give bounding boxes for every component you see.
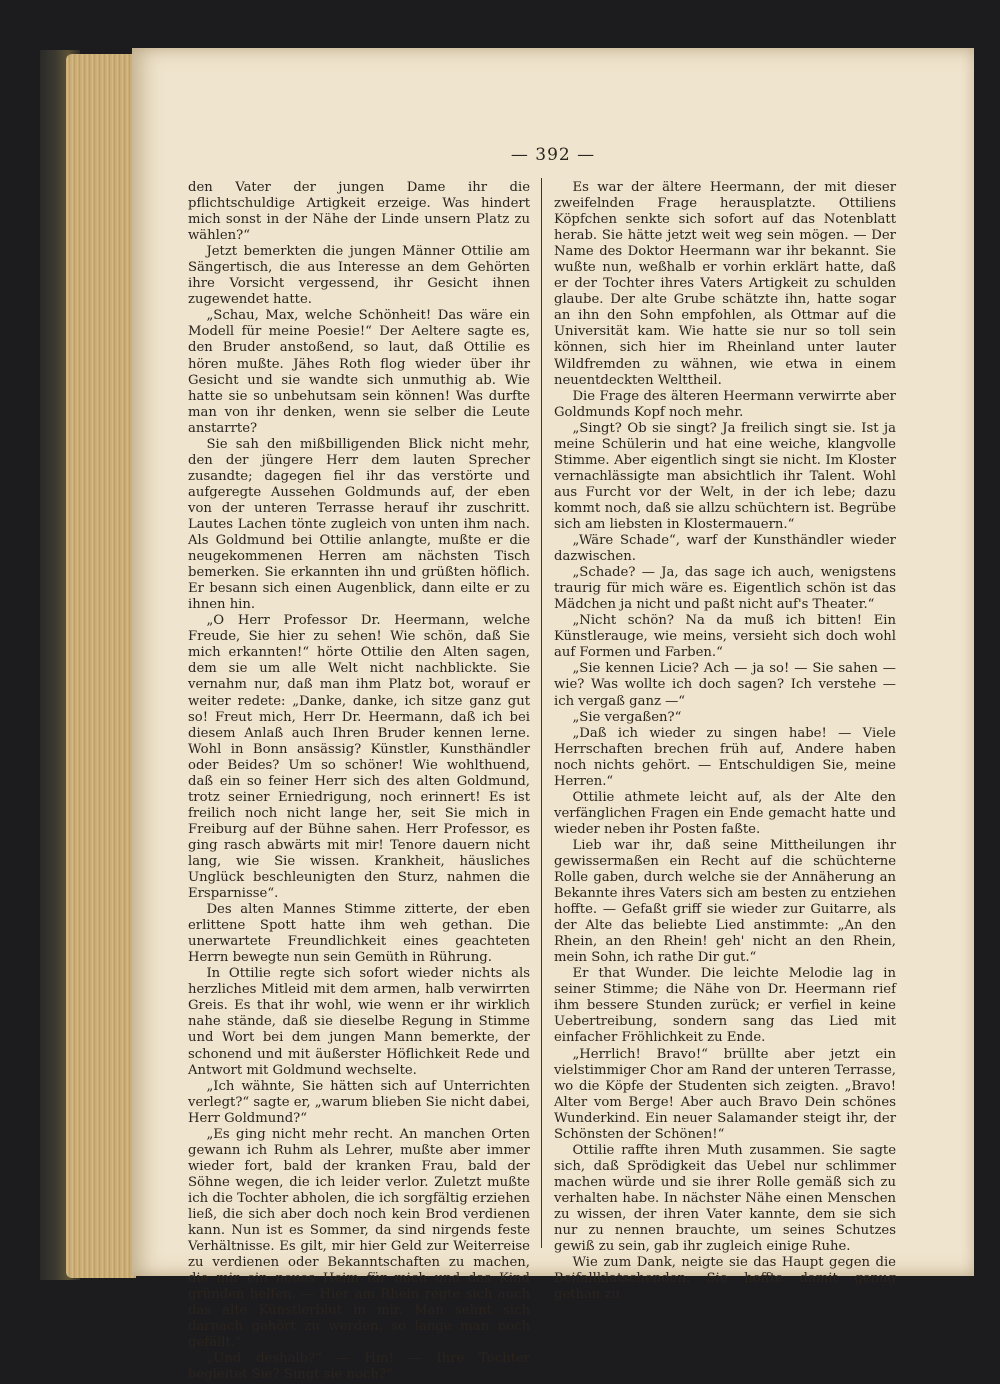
paragraph: Sie sah den mißbilligenden Blick nicht mehr, den der jüngere Herr dem lauten Sprecher zusandte; dagegen fiel ihr das verstörte und aufgeregte Aussehen Goldmunds auf, der eben von der unteren Terrasse herauf ihr zuschritt. Lautes Lachen tönte zugleich von unten ihm nach. Als Goldmund bei Ottilie anlangte, mußte er die neugekommenen Herren am nächsten Tisch bemerken. Sie erkannten ihn und grüßten höflich. Er besann sich einen Augenblick, dann eilte er zu ihnen hin. [188,436,530,613]
paragraph: „Herrlich! Bravo!“ brüllte aber jetzt ein vielstimmiger Chor am Rand der unteren Terrasse, wo die Köpfe der Studenten sich zeigten. „Bravo! Alter vom Berge! Aber auch Bravo Dein schönes Wunderkind. Ein neuer Salamander steigt ihr, der Schönsten der Schönen!“ [554,1046,896,1142]
paragraph: „O Herr Professor Dr. Heermann, welche Freude, Sie hier zu sehen! Wie schön, daß Sie mich erkannten!“ hörte Ottilie den Alten sagen, dem sie um alle Welt nicht nachblickte. Sie vernahm nur, daß man ihm Platz bot, worauf er weiter redete: „Danke, danke, ich sitze ganz gut so! Freut mich, Herr Dr. Heermann, daß ich bei diesem Anlaß auch Ihren Bruder kennen lerne. Wohl in Bonn ansässig? Künstler, Kunsthändler oder Beides? Um so schöner! Wie wohlthuend, daß ein so feiner Herr sich des alten Goldmund, trotz seiner Erniedrigung, noch erinnert! Es ist freilich noch nicht lange her, seit Sie mich in Freiburg auf der Bühne sahen. Herr Professor, es ging rasch abwärts mit mir! Tenore dauern nicht lang, wie Sie wissen. Krankheit, häusliches Unglück beschleunigten den Sturz, nahmen die Ersparnisse“. [188,613,530,902]
paragraph: „Schau, Max, welche Schönheit! Das wäre ein Modell für meine Poesie!“ Der Aeltere sagte es, den Bruder anstoßend, so laut, daß Ottilie es hören mußte. Jähes Roth flog wieder über ihr Gesicht und sie wandte sich unmuthig ab. Wie hatte sie so unbehutsam sein können! Was durfte man von ihr denken, wenn sie selber die Leute anstarrte? [188,308,530,436]
paragraph: „Und deshalb?“ — Hm! — Ihre Tochter begleitet Sie? Singt sie noch?“ [188,1351,530,1383]
paragraph: Ottilie athmete leicht auf, als der Alte den verfänglichen Fragen ein Ende gemacht hatte und wieder neben ihr Posten faßte. [554,789,896,837]
book-page [132,48,974,1383]
paragraph: „Es ging nicht mehr recht. An manchen Orten gewann ich Ruhm als Lehrer, mußte aber immer wieder fort, bald der kranken Frau, bald der Söhne wegen, die ich leider verlor. Zuletzt mußte ich die Tochter abholen, die ich sorgfältig erziehen ließ, die sich aber doch noch kein Brod verdienen kann. Nun ist es Sommer, da sind nirgends feste Verhältnisse. Es gilt, mir hier Geld zur Weiterreise zu verdienen oder Bekanntschaften zu machen, die mir ein neues Heim für mich und das Kind gründen helfen. — Hier am Rhein regte sich auch das alte Künstlerblut in mir. Man sehnt sich darnach gehört zu werden, so lange man noch gefällt.“ [188,1126,530,1351]
paragraph: „Nicht schön? Na da muß ich bitten! Ein Künstlerauge, wie meins, versieht sich doch wohl auf Formen und Farben.“ [554,613,896,661]
right-column [554,180,896,1303]
left-column [188,180,530,1384]
paragraph: „Sie vergaßen?“ [572,709,682,725]
paragraph: „Sie kennen Licie? Ach — ja so! — Sie sahen — wie? Was wollte ich doch sagen? Ich verstehe — ich vergaß ganz —“ [554,661,896,709]
paragraph: Es war der ältere Heermann, der mit dieser zweifelnden Frage herausplatzte. Ottiliens Köpfchen senkte sich sofort auf das Notenblatt herab. Sie hätte jetzt weit weg sein mögen. — Der Name des Doktor Heermann war ihr bekannt. Sie wußte nun, weßhalb er vorhin erklärt hatte, daß er der Tochter ihres Vaters Artigkeit zu schulden glaube. Der alte Grube schätzte ihn, hatte sogar an ihn den Sohn empfohlen, als Ottmar auf die Universität kam. Wie hatte sie nur so toll sein können, sich hier im Rheinland unter lauter Wildfremden zu wähnen, wie etwa in einem neuentdeckten Welttheil. [554,180,896,388]
paragraph: „Ich wähnte, Sie hätten sich auf Unterrichten verlegt?“ sagte er, „warum blieben Sie nicht dabei, Herr Goldmund?“ [188,1078,530,1126]
paragraph: Jetzt bemerkten die jungen Männer Ottilie am Sängertisch, die aus Interesse an dem Gehörten ihre Vorsicht vergessend, ihr Gesicht ihnen zugewendet hatte. [188,244,530,308]
paragraph: „Schade? — Ja, das sage ich auch, wenigstens traurig für mich wäre es. Eigentlich schön ist das Mädchen ja nicht und paßt nicht auf's Theater.“ [554,565,896,613]
page-edges [66,54,136,1278]
paragraph: In Ottilie regte sich sofort wieder nichts als herzliches Mitleid mit dem armen, halb verwirrten Greis. Es that ihr wohl, wie wenn er ihr wirklich nahe stände, daß sie dieselbe Regung in Stimme und Wort bei dem jungen Mann bemerkte, der schonend und mit äußerster Höflichkeit Rede und Antwort mit Goldmund wechselte. [188,966,530,1078]
paragraph: Er that Wunder. Die leichte Melodie lag in seiner Stimme; die Nähe von Dr. Heermann rief ihm bessere Stunden zurück; er verfiel in keine Uebertreibung, sondern sang das Lied mit einfacher Fröhlichkeit zu Ende. [554,966,896,1046]
paragraph: Lieb war ihr, daß seine Mittheilungen ihr gewissermaßen ein Recht auf die schüchterne Rolle gaben, durch welche sie der Annäherung an Bekannte ihres Vaters sich am besten zu entziehen hoffte. — Gefaßt griff sie wieder zur Guitarre, als der Alte das beliebte Lied anstimmte: „An den Rhein, an den Rhein! geh' nicht an den Rhein, mein Sohn, ich rathe Dir gut.“ [554,837,896,966]
paragraph: Ottilie raffte ihren Muth zusammen. Sie sagte sich, daß Sprödigkeit das Uebel nur schlimmer machen würde und sie ihrer Rolle gemäß sich zu verhalten habe. In nächster Nähe einen Menschen zu wissen, der ihren Vater kannte, dem sie sich nur zu nennen brauchte, um seines Schutzes gewiß zu sein, gab ihr zugleich einige Ruhe. [554,1142,896,1255]
paragraph: „Singt? Ob sie singt? Ja freilich singt sie. Ist ja meine Schülerin und hat eine weiche, klangvolle Stimme. Aber eigentlich singt sie nicht. Im Kloster vernachlässigte man absichtlich ihr Talent. Wohl aus Furcht vor der Welt, in der ich lebe; dazu kommt noch, daß sie allzu schüchtern ist. Begrübe sich am liebsten in Klostermauern.“ [554,420,896,532]
paragraph: Wie zum Dank, neigte sie das Haupt gegen die Beifallklatschenden. Sie hoffte damit genug gethan zu [554,1255,896,1303]
paragraph: „Daß ich wieder zu singen habe! — Viele Herrschaften brechen früh auf, Andere haben noch nichts gehört. — Entschuldigen Sie, meine Herren.“ [554,725,896,789]
column-divider [541,178,542,1248]
paragraph: den Vater der jungen Dame ihr die pflichtschuldige Artigkeit erzeige. Was hindert mich sonst in der Nähe der Linde unsern Platz zu wählen?“ [188,180,530,244]
paragraph: „Wäre Schade“, warf der Kunsthändler wieder dazwischen. [554,533,896,565]
paragraph: Die Frage des älteren Heermann verwirrte aber Goldmunds Kopf noch mehr. [554,388,896,420]
page-number: — 392 — [510,145,596,165]
paragraph: Des alten Mannes Stimme zitterte, der eben erlittene Spott hatte ihm weh gethan. Die unerwartete Freundlichkeit eines geachteten Herrn bewegte nun sein Gemüth in Rührung. [188,902,530,966]
